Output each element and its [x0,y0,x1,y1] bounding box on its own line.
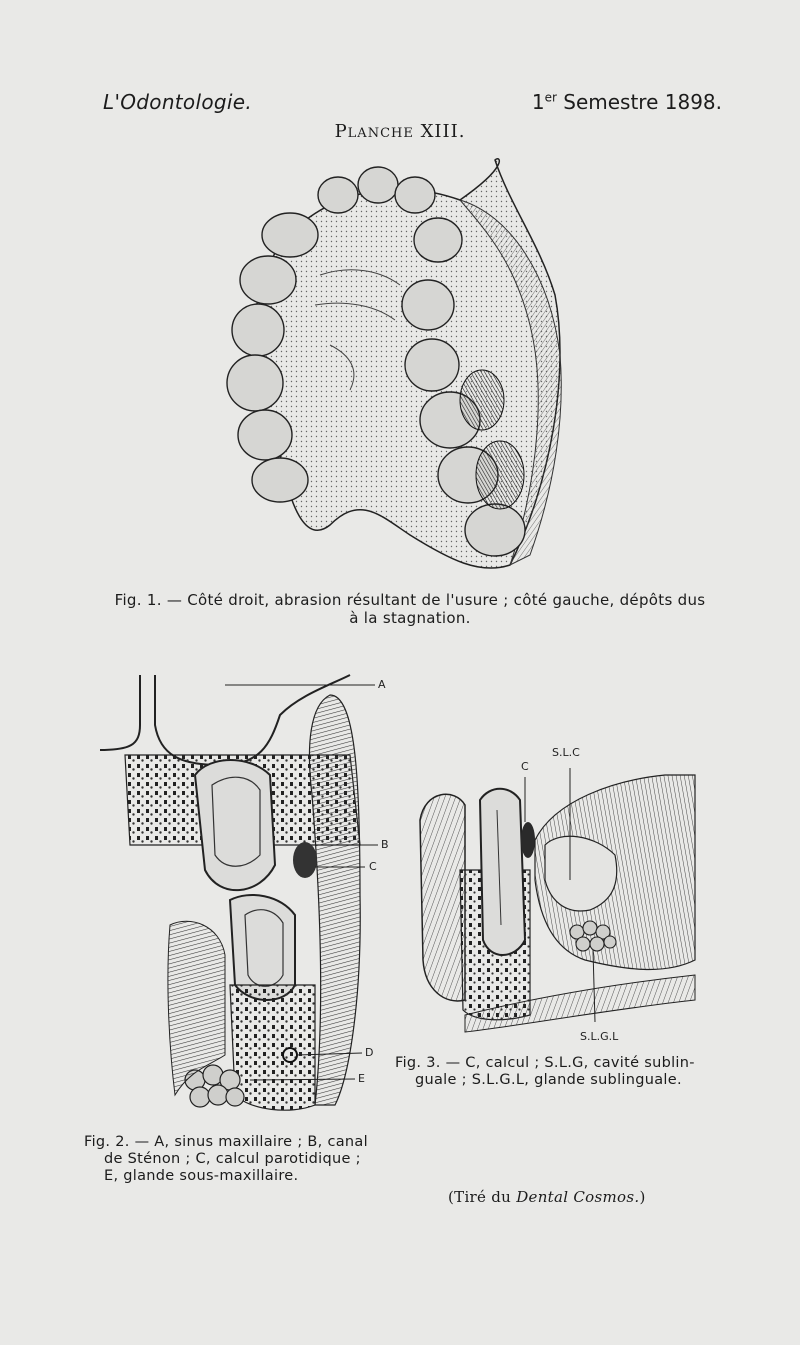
journal-title: L'Odontologie. [103,90,252,114]
figure-1-caption-line-1: Fig. 1. — Côté droit, abrasion résultant de l'usure ; côté gauche, dépôts dus [114,591,706,609]
figure-3-caption-line-1: Fig. 3. — C, calcul ; S.L.G, cavité sublin- [395,1055,695,1071]
figure-2-jaw-section [100,655,400,1135]
semester-sup: er [544,90,557,105]
figure-1-caption-line-2: à la stagnation. [349,609,471,627]
figure-2-caption-line-3: E, glande sous-maxillaire. [104,1168,299,1184]
figure-1-caption [90,591,730,627]
semester-rest: Semestre 1898. [556,90,722,114]
figure-1-dental-arch [210,155,590,585]
credit-prefix: (Tiré du [448,1188,517,1206]
figure-3-caption [395,1055,735,1089]
fig2-label-d: D [365,1046,374,1059]
figure-2-caption-line-1: Fig. 2. — A, sinus maxillaire ; B, canal [84,1134,368,1150]
semester-prefix: 1 [531,90,545,114]
fig3-label-slgl: S.L.G.L [580,1030,619,1043]
fig3-label-c: C [521,760,529,773]
fig2-label-a: A [378,678,386,691]
fig2-label-b: B [381,838,389,851]
figure-3-caption-line-2: guale ; S.L.G.L, glande sublinguale. [415,1072,682,1088]
source-credit [448,1188,646,1206]
credit-suffix: ) [639,1188,646,1206]
figure-3-sublingual-section [405,760,705,1040]
fig2-label-e: E [358,1072,365,1085]
fig3-label-slc: S.L.C [552,746,580,759]
plate-title: Planche XIII. [334,121,466,142]
semester-label [532,90,722,114]
fig2-label-c: C [369,860,377,873]
figure-2-caption-line-2: de Sténon ; C, calcul parotidique ; [104,1151,361,1167]
figure-2-caption [84,1134,414,1185]
credit-source: Dental Cosmos. [516,1188,640,1206]
